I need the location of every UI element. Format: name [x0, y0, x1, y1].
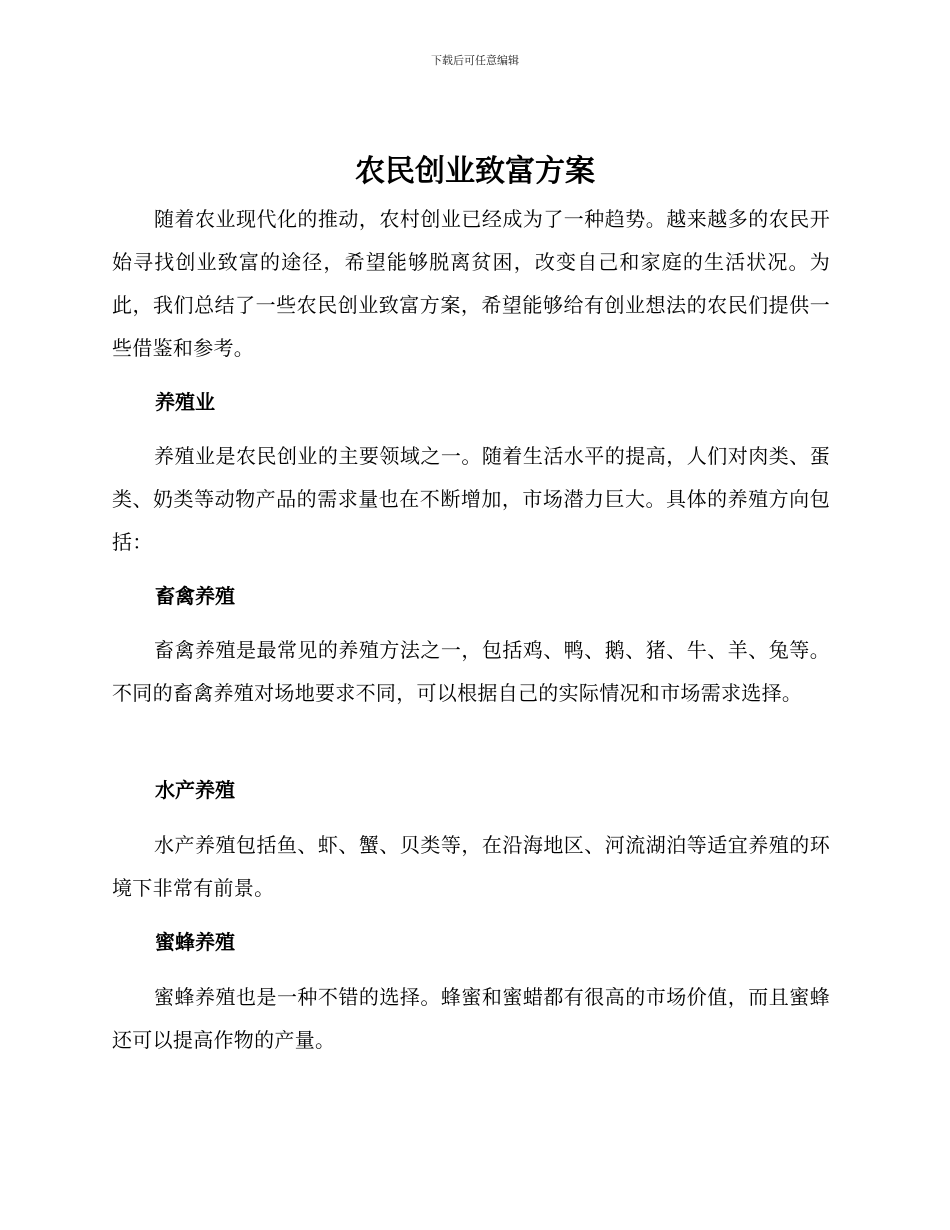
section-body-beekeeping: 蜜蜂养殖也是一种不错的选择。蜂蜜和蜜蜡都有很高的市场价值，而且蜜蜂还可以提高作物的产量。 [112, 985, 830, 1052]
intro-paragraph: 随着农业现代化的推动，农村创业已经成为了一种趋势。越来越多的农民开始寻找创业致富的途径，希望能够脱离贫困，改变自己和家庭的生活状况。为此，我们总结了一些农民创业致富方案，希望能够给有创业想法的农民们提供一些借鉴和参考。 [112, 207, 830, 360]
section-body-breeding: 养殖业是农民创业的主要领域之一。随着生活水平的提高，人们对肉类、蛋类、奶类等动物产品的需求量也在不断增加，市场潜力巨大。具体的养殖方向包括： [112, 444, 830, 554]
section-body-aquaculture: 水产养殖包括鱼、虾、蟹、贝类等，在沿海地区、河流湖泊等适宜养殖的环境下非常有前景。 [112, 833, 830, 900]
section-heading-beekeeping: 蜜蜂养殖 [155, 930, 235, 954]
header-note: 下载后可任意编辑 [431, 54, 519, 67]
section-heading-breeding: 养殖业 [155, 390, 215, 414]
section-heading-aquaculture: 水产养殖 [155, 778, 235, 802]
section-heading-livestock: 畜禽养殖 [155, 584, 235, 608]
section-body-livestock: 畜禽养殖是最常见的养殖方法之一，包括鸡、鸭、鹅、猪、牛、羊、兔等。不同的畜禽养殖对场地要求不同，可以根据自己的实际情况和市场需求选择。 [112, 638, 830, 705]
document-title: 农民创业致富方案 [355, 154, 595, 189]
